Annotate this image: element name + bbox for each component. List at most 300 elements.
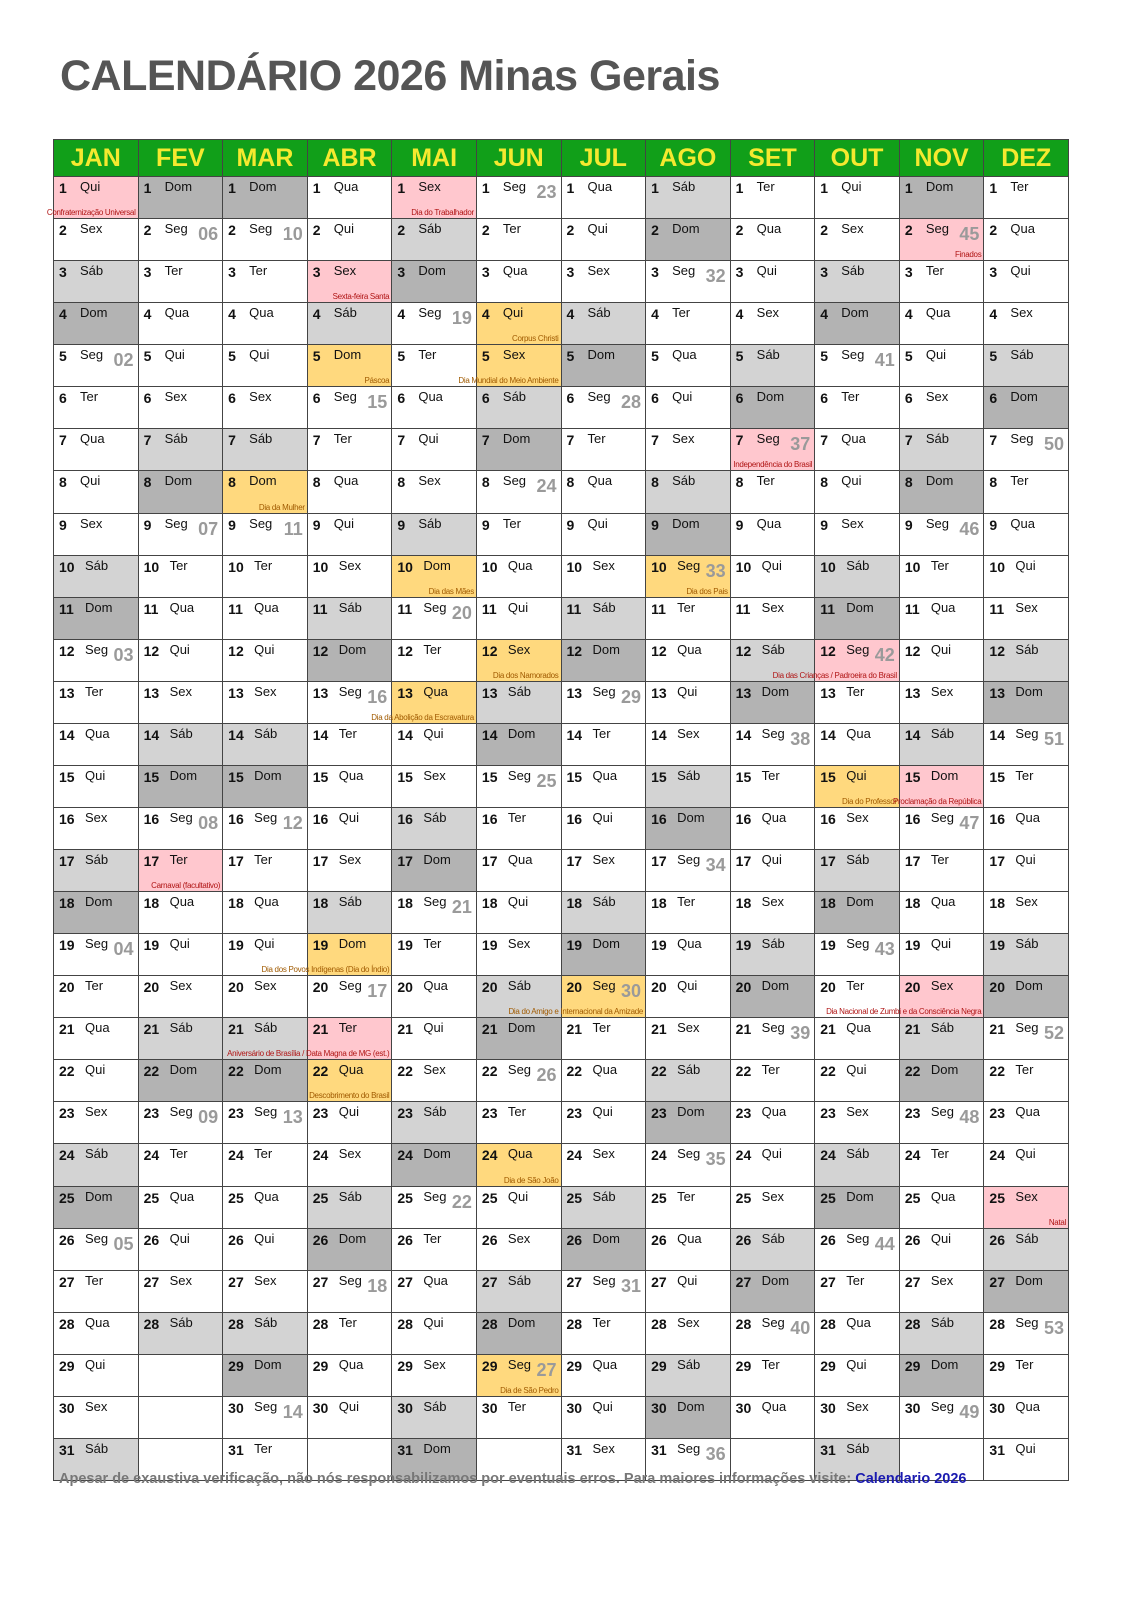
holiday-label: Dia da Mulher [258,502,305,512]
day-cell [477,598,562,640]
day-number: 19 [312,937,329,954]
day-number: 13 [735,684,752,701]
day-cell [562,766,647,808]
day-number: 18 [59,895,75,912]
day-number: 5 [989,348,998,365]
weekday-label: Qua [1015,1104,1040,1120]
day-number: 27 [651,1273,667,1290]
weekday-label: Seg [1010,431,1034,447]
weekday-label: Dom [592,1230,620,1246]
day-number: 26 [59,1231,75,1248]
day-number: 6 [566,390,575,407]
day-number: 31 [820,1441,836,1458]
day-cell [139,514,224,556]
day-cell [646,1187,731,1229]
day-cell [223,1271,308,1313]
weekday-label: Ter [930,557,949,573]
day-number: 20 [566,979,583,996]
day-cell [308,177,393,219]
empty-cell [139,1397,224,1439]
day-cell [223,1102,308,1144]
day-cell [139,1229,224,1271]
weekday-label: Sáb [254,725,278,741]
weekday-label: Sex [85,1104,108,1120]
week-number: 44 [874,1233,895,1254]
day-number: 12 [904,642,921,659]
day-number: 19 [989,937,1005,954]
weekday-label: Qui [846,767,867,783]
day-number: 11 [228,600,243,617]
day-cell [223,514,308,556]
day-number: 11 [904,600,920,617]
day-cell [139,303,224,345]
weekday-label: Qua [1015,1398,1040,1414]
day-number: 3 [651,264,659,281]
weekday-label: Qui [333,515,354,531]
weekday-label: Sáb [761,936,785,952]
weekday-label: Dom [672,221,700,237]
week-number: 32 [705,266,726,287]
day-number: 10 [820,558,836,575]
weekday-label: Qui [846,1062,867,1078]
day-cell [477,1060,562,1102]
weekday-label: Qua [677,936,702,952]
day-number: 10 [566,558,583,575]
day-cell [900,429,985,471]
day-cell [984,1102,1069,1144]
day-number: 28 [820,1315,836,1332]
day-number: 8 [397,474,406,491]
day-cell [223,429,308,471]
month-header-out: OUT [815,140,900,177]
day-number: 3 [59,264,67,281]
day-number: 20 [989,979,1005,996]
day-cell [223,1397,308,1439]
weekday-label: Dom [333,347,362,363]
weekday-label: Dom [925,179,954,194]
weekday-label: Ter [507,809,526,825]
day-number: 27 [566,1273,583,1290]
footer-link[interactable]: Calendario 2026 [855,1471,967,1487]
weekday-label: Sáb [254,1020,278,1036]
day-number: 20 [228,979,244,996]
day-number: 29 [481,1357,498,1374]
day-number: 25 [735,1189,752,1206]
week-number: 51 [1043,728,1064,749]
weekday-label: Seg [930,809,954,825]
day-cell [815,514,900,556]
day-cell [308,892,393,934]
day-number: 11 [820,600,836,617]
day-number: 20 [651,979,667,996]
week-number: 31 [621,1275,642,1296]
week-number: 24 [536,476,557,497]
weekday-label: Qui [761,852,782,868]
day-cell [815,1187,900,1229]
day-cell [477,471,562,513]
day-cell [308,1313,393,1355]
day-number: 30 [481,1399,498,1416]
weekday-label: Seg [507,1062,532,1078]
weekday-label: Dom [80,305,108,321]
day-number: 7 [651,432,659,449]
calendar-grid [46,139,1069,1481]
day-number: 2 [904,222,913,239]
weekday-label: Qua [338,1356,364,1372]
weekday-label: Sex [592,1146,615,1162]
weekday-label: Ter [756,473,775,489]
day-cell [392,850,477,892]
week-number: 14 [282,1401,303,1422]
day-cell [731,850,816,892]
day-number: 1 [735,180,744,196]
weekday-label: Ter [338,725,357,741]
day-cell [815,724,900,766]
day-cell [54,303,139,345]
day-cell [223,219,308,261]
day-cell [731,934,816,976]
day-cell [562,1271,647,1313]
weekday-label: Qua [930,894,956,910]
day-number: 3 [989,264,998,281]
day-number: 29 [228,1357,244,1374]
day-number: 31 [59,1441,75,1458]
day-number: 10 [228,558,244,575]
day-number: 17 [989,853,1005,870]
weekday-label: Sáb [249,431,273,447]
day-number: 28 [228,1315,244,1332]
weekday-label: Qua [761,1398,787,1414]
weekday-label: Ter [846,683,865,699]
day-number: 15 [397,768,413,785]
day-cell [392,1397,477,1439]
day-cell [139,471,224,513]
day-cell [731,976,816,1018]
day-cell [984,934,1069,976]
day-cell [562,429,647,471]
day-cell [477,514,562,556]
day-cell [54,766,139,808]
day-cell [308,1355,393,1397]
week-number: 05 [113,1233,134,1254]
weekday-label: Qua [756,221,782,237]
day-cell [392,1102,477,1144]
day-number: 18 [312,895,329,912]
weekday-label: Qui [338,1104,359,1120]
day-cell [731,345,816,387]
weekday-label: Sex [587,263,610,279]
weekday-label: Sáb [85,1440,109,1456]
day-number: 5 [397,348,406,365]
day-cell [392,1313,477,1355]
day-number: 15 [989,768,1005,785]
day-number: 19 [481,937,498,954]
day-number: 30 [312,1399,329,1416]
holiday-label: Dia do Trabalhador [411,208,474,218]
day-cell [562,1018,647,1060]
weekday-label: Sáb [1015,936,1039,952]
day-number: 15 [820,768,836,785]
day-cell [815,1313,900,1355]
day-number: 11 [312,600,328,617]
weekday-label: Sáb [254,1314,278,1330]
day-number: 30 [59,1399,75,1416]
weekday-label: Sex [169,978,192,994]
month-header-fev: FEV [139,140,224,177]
day-cell [54,1313,139,1355]
day-cell [223,598,308,640]
weekday-label: Dom [846,599,874,615]
weekday-label: Dom [677,1398,705,1414]
weekday-label: Ter [592,1020,611,1036]
weekday-label: Seg [925,221,949,237]
weekday-label: Qui [1015,852,1036,868]
weekday-label: Seg [249,221,273,237]
day-cell [562,345,647,387]
weekday-label: Dom [164,473,193,489]
day-number: 4 [820,306,829,323]
day-number: 15 [481,768,498,785]
day-cell [308,640,393,682]
holiday-label: Confraternização Universal [46,208,136,218]
day-cell [477,1271,562,1313]
weekday-label: Ter [85,683,104,699]
day-cell [223,471,308,513]
day-number: 22 [312,1063,329,1080]
day-cell [646,261,731,303]
day-cell [54,556,139,598]
weekday-label: Sex [841,515,864,531]
week-number: 03 [113,644,134,665]
day-cell [477,850,562,892]
day-cell [900,1144,985,1186]
weekday-label: Ter [761,1356,780,1372]
day-number: 30 [989,1399,1005,1416]
day-cell [984,1060,1069,1102]
day-number: 5 [651,348,659,365]
day-cell [646,976,731,1018]
weekday-label: Ter [1015,1356,1034,1372]
weekday-label: Sex [418,473,441,489]
week-number: 41 [874,350,895,371]
day-cell [54,598,139,640]
day-number: 11 [651,600,666,617]
weekday-label: Ter [254,1440,273,1456]
day-cell [815,766,900,808]
weekday-label: Qui [164,347,185,363]
day-number: 23 [481,1105,498,1122]
day-number: 25 [481,1189,498,1206]
day-number: 3 [397,264,406,281]
weekday-label: Seg [841,347,865,363]
day-number: 21 [228,1021,244,1038]
day-number: 7 [566,432,575,449]
weekday-label: Seg [333,389,357,405]
day-cell [646,1397,731,1439]
day-cell [392,1018,477,1060]
day-number: 24 [904,1147,921,1164]
week-number: 36 [705,1443,726,1464]
day-cell [646,1229,731,1271]
weekday-label: Ter [338,1020,357,1036]
day-number: 27 [820,1273,836,1290]
weekday-label: Qui [85,1062,106,1078]
weekday-label: Ter [85,1272,104,1288]
day-cell [223,682,308,724]
day-number: 28 [735,1315,752,1332]
day-number: 1 [481,180,490,196]
day-number: 6 [397,390,406,407]
day-number: 12 [989,642,1005,659]
day-number: 20 [820,979,836,996]
day-cell [646,514,731,556]
day-number: 26 [989,1231,1005,1248]
day-cell [308,1397,393,1439]
day-cell [477,303,562,345]
day-cell [562,1060,647,1102]
day-number: 8 [989,474,998,491]
week-number: 46 [959,518,980,539]
weekday-label: Seg [502,179,527,194]
day-number: 31 [651,1441,667,1458]
day-number: 27 [397,1273,413,1290]
day-cell [815,850,900,892]
weekday-label: Sáb [841,263,865,279]
weekday-label: Qui [587,221,608,237]
weekday-label: Sáb [592,894,616,910]
holiday-label: Proclamação da República [892,796,982,806]
day-number: 2 [143,222,152,239]
month-header-jan: JAN [54,140,139,177]
weekday-label: Qui [338,809,359,825]
day-cell [646,471,731,513]
weekday-label: Seg [254,1104,278,1120]
month-header-nov: NOV [900,140,985,177]
day-number: 24 [312,1147,329,1164]
weekday-label: Seg [164,221,188,237]
weekday-label: Qui [169,1230,190,1246]
weekday-label: Dom [85,599,113,615]
day-cell [900,1060,985,1102]
day-cell [731,1229,816,1271]
day-cell [477,1229,562,1271]
day-cell [562,387,647,429]
day-cell [392,429,477,471]
day-number: 28 [989,1315,1005,1332]
day-number: 12 [397,642,413,659]
day-number: 22 [566,1063,583,1080]
day-number: 26 [481,1231,498,1248]
weekday-label: Ter [846,978,865,994]
day-number: 20 [904,979,921,996]
day-number: 13 [228,684,244,701]
weekday-label: Sex [930,978,954,994]
day-number: 15 [651,768,667,785]
week-number: 11 [283,518,303,539]
weekday-label: Ter [507,1398,526,1414]
week-number: 23 [536,182,557,202]
day-cell [477,429,562,471]
day-number: 5 [566,348,575,365]
day-cell [984,724,1069,766]
day-cell [562,724,647,766]
weekday-label: Sex [507,641,531,657]
day-cell [900,850,985,892]
weekday-label: Qua [592,1062,618,1078]
day-cell [815,261,900,303]
day-cell [731,556,816,598]
weekday-label: Qua [254,894,279,910]
weekday-label: Seg [846,641,870,657]
day-cell [731,1397,816,1439]
weekday-label: Ter [502,221,521,237]
weekday-label: Seg [846,1230,870,1246]
week-number: 42 [874,644,895,665]
weekday-label: Qui [1010,263,1031,279]
week-number: 25 [536,770,557,791]
week-number: 13 [282,1107,303,1128]
day-cell [223,1144,308,1186]
weekday-label: Sáb [677,767,701,783]
day-cell [815,1018,900,1060]
day-cell [223,303,308,345]
weekday-label: Seg [338,978,362,994]
day-number: 14 [904,726,921,743]
day-cell [223,1060,308,1102]
weekday-label: Qui [672,389,693,405]
day-cell [562,1144,647,1186]
day-cell [392,219,477,261]
day-number: 3 [820,264,829,281]
day-number: 9 [143,516,152,533]
weekday-label: Seg [1015,1314,1039,1330]
weekday-label: Dom [756,389,785,405]
day-number: 5 [59,348,67,365]
day-cell [477,892,562,934]
day-cell [392,976,477,1018]
day-cell [139,808,224,850]
weekday-label: Sáb [846,557,870,573]
weekday-label: Seg [761,1020,785,1036]
weekday-label: Qui [930,1230,952,1246]
day-cell [900,1187,985,1229]
day-number: 4 [59,306,67,323]
weekday-label: Qui [254,1230,275,1246]
day-cell [731,682,816,724]
weekday-label: Sex [846,1398,869,1414]
day-number: 22 [481,1063,498,1080]
day-number: 19 [397,937,413,954]
weekday-label: Dom [677,809,705,825]
weekday-label: Dom [502,431,531,447]
day-number: 1 [397,180,406,196]
day-cell [562,640,647,682]
day-number: 21 [989,1021,1005,1038]
day-number: 17 [397,853,413,870]
day-number: 28 [397,1315,413,1332]
day-cell [900,514,985,556]
day-number: 19 [566,937,583,954]
day-number: 31 [989,1441,1005,1458]
day-cell [731,1144,816,1186]
day-number: 21 [397,1021,413,1038]
day-number: 2 [989,222,998,239]
weekday-label: Sáb [164,431,188,447]
weekday-label: Sex [338,1146,362,1162]
weekday-label: Sex [254,978,277,994]
day-number: 7 [59,432,67,449]
day-cell [139,1018,224,1060]
